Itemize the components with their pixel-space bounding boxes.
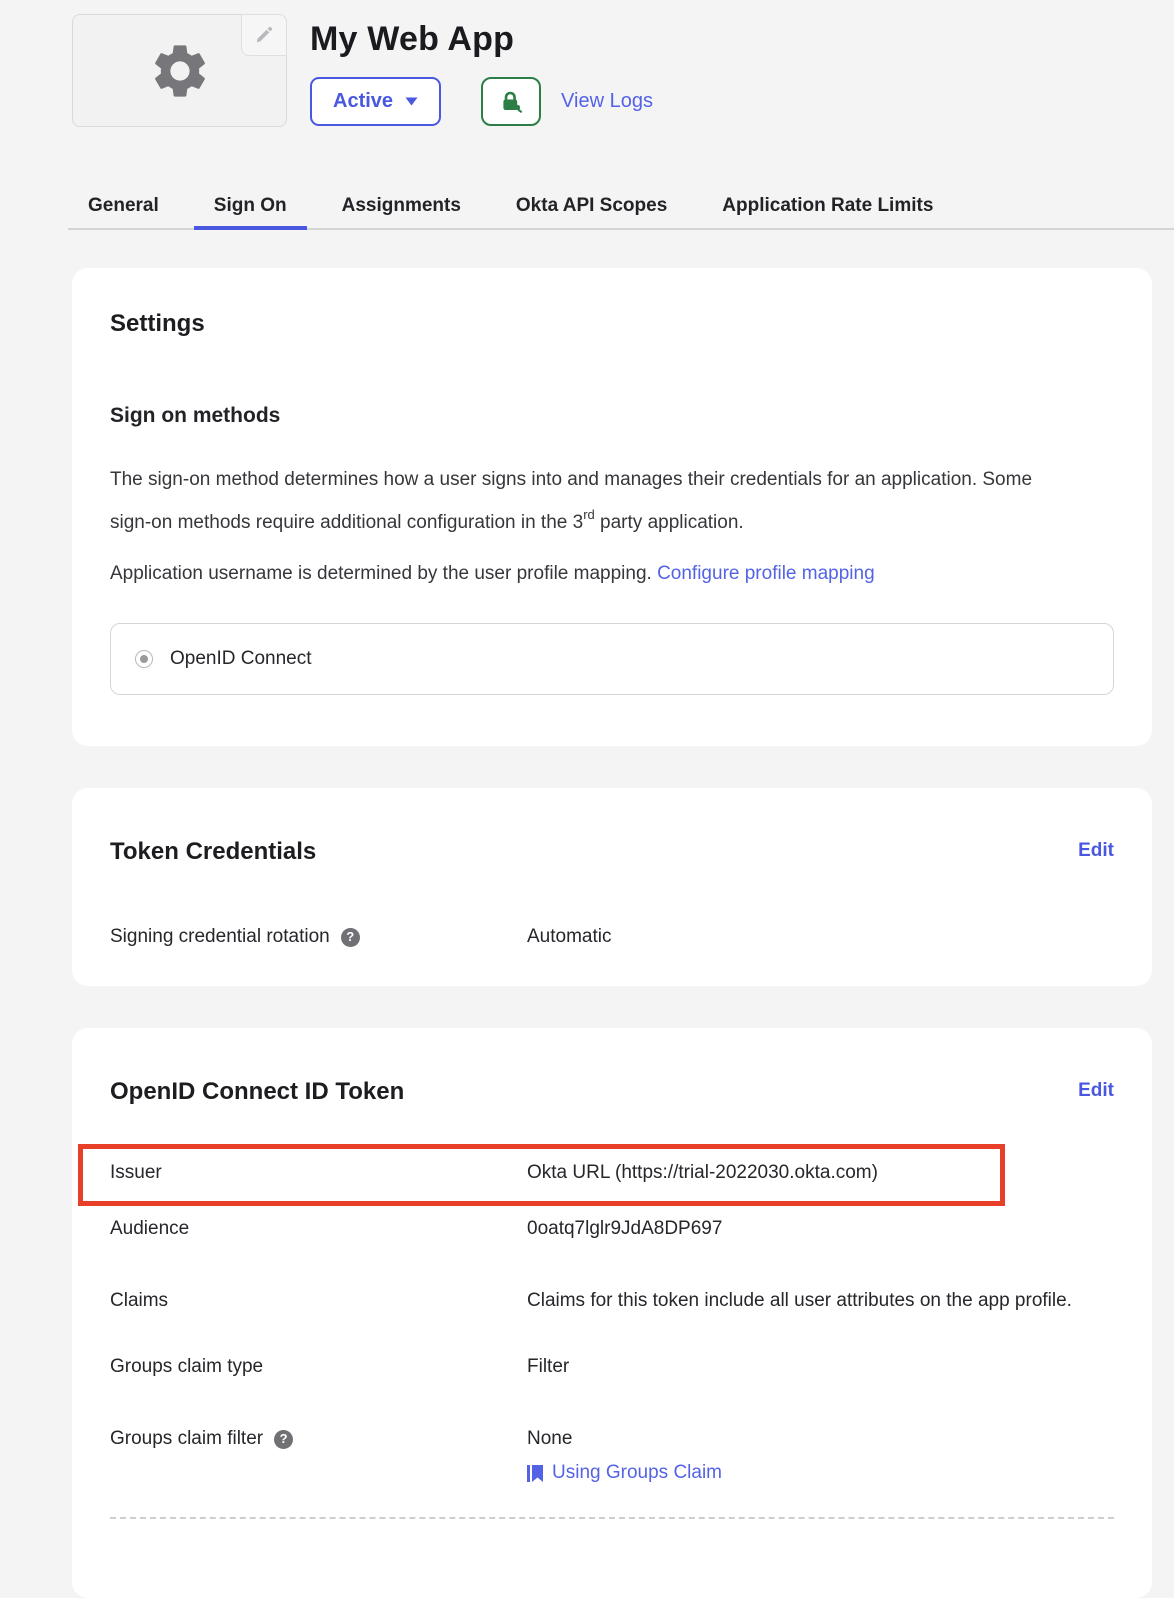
book-icon	[527, 1464, 543, 1483]
tab-sign-on[interactable]: Sign On	[194, 185, 307, 230]
openid-connect-label: OpenID Connect	[170, 648, 312, 669]
audience-row	[110, 1216, 1114, 1242]
ordinal-suffix: rd	[583, 507, 595, 522]
row-label: Issuer	[110, 1162, 162, 1183]
token-credentials-title: Token Credentials	[110, 838, 317, 865]
token-credentials-edit-link[interactable]: Edit	[1078, 840, 1114, 861]
gear-icon	[148, 39, 212, 103]
app-header	[72, 14, 1174, 127]
description-text: The sign-on method determines how a user signs into and manages their credentials for an application. Some sign-on methods require additional configuration in the 3	[110, 469, 1033, 533]
tab-general[interactable]: General	[88, 194, 159, 216]
groups-claim-filter-label: Groups claim filter	[110, 1428, 264, 1449]
issuer-row	[110, 1160, 1114, 1186]
row-label: Audience	[110, 1218, 190, 1239]
groups-claim-filter-row	[110, 1426, 1114, 1491]
signing-credential-rotation-row	[110, 924, 1114, 950]
row-value: Claims for this token include all user attributes on the app profile.	[527, 1290, 1072, 1311]
description-text-end: party application.	[594, 512, 744, 533]
settings-card	[72, 268, 1152, 746]
pencil-icon	[254, 25, 274, 45]
section-divider	[110, 1517, 1114, 1519]
row-label	[110, 1426, 527, 1452]
id-token-edit-link[interactable]: Edit	[1078, 1080, 1114, 1101]
id-token-card-title: OpenID Connect ID Token	[110, 1078, 405, 1105]
row-label: Groups claim type	[110, 1356, 264, 1377]
using-groups-claim-link[interactable]	[527, 1460, 722, 1486]
groups-claim-type-row	[110, 1354, 1114, 1380]
tab-okta-api-scopes[interactable]: Okta API Scopes	[515, 194, 668, 216]
lock-key-icon	[498, 89, 524, 115]
row-value	[527, 1426, 1107, 1491]
help-icon[interactable]: ?	[274, 1430, 293, 1449]
app-logo	[72, 14, 287, 127]
using-groups-claim-label: Using Groups Claim	[552, 1462, 722, 1483]
signing-credential-rotation-label: Signing credential rotation	[110, 926, 330, 947]
chevron-down-icon	[405, 97, 418, 106]
token-credentials-card	[72, 788, 1152, 986]
sign-on-policy-button[interactable]	[481, 77, 541, 126]
row-value: Filter	[527, 1356, 570, 1377]
view-logs-link[interactable]: View Logs	[561, 90, 653, 112]
app-tabs	[68, 185, 1174, 230]
row-label: Claims	[110, 1290, 169, 1311]
username-mapping-text	[110, 556, 1055, 591]
settings-card-title: Settings	[110, 310, 205, 337]
app-status-label: Active	[333, 90, 394, 112]
page-title: My Web App	[310, 20, 515, 58]
tab-application-rate-limits[interactable]: Application Rate Limits	[722, 194, 934, 216]
username-mapping-static: Application username is determined by the user profile mapping.	[110, 563, 658, 584]
configure-profile-mapping-link[interactable]: Configure profile mapping	[657, 563, 875, 584]
id-token-card	[72, 1028, 1152, 1598]
groups-claim-filter-value: None	[527, 1428, 573, 1449]
help-icon[interactable]: ?	[341, 928, 360, 947]
row-value: Automatic	[527, 926, 612, 947]
claims-row	[110, 1288, 1114, 1320]
app-status-dropdown[interactable]	[310, 77, 441, 126]
row-value: Okta URL (https://trial-2022030.okta.com)	[527, 1162, 878, 1183]
row-value: 0oatq7lglr9JdA8DP697	[527, 1218, 723, 1239]
sign-on-methods-description	[110, 462, 1055, 540]
sign-on-methods-title: Sign on methods	[110, 404, 281, 427]
edit-logo-button[interactable]	[241, 14, 287, 56]
row-label	[110, 924, 527, 950]
tab-assignments[interactable]: Assignments	[341, 194, 461, 216]
openid-connect-radio[interactable]	[135, 650, 153, 668]
sign-on-method-option	[110, 623, 1114, 695]
